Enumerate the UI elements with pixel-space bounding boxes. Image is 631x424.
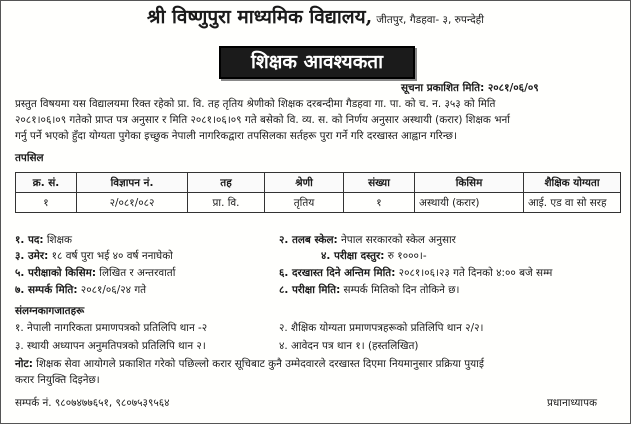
detail-pay-scale (279, 233, 456, 247)
table-cell: अस्थायी (करार) (415, 193, 524, 213)
detail-value: २०८१।०६।२३ गते दिनको ४:०० बजे सम्म (395, 267, 553, 279)
detail-contact-date (15, 283, 146, 297)
vacancy-table (15, 172, 621, 213)
table-cell: आई. एड वा सो सरह (524, 193, 621, 213)
table-cell: २/०८१/०८२ (77, 193, 188, 213)
col-header: शैक्षिक योग्यता (524, 173, 621, 193)
detail-label: ५. परीक्षाको किसिम: (15, 267, 96, 279)
schedule-label: तपसिल (15, 152, 44, 164)
table-header-row (16, 173, 621, 193)
notice-date: सूचना प्रकाशित मिति: २०८१/०६/०९ (401, 82, 539, 94)
detail-label: ३. उमेर: (15, 250, 49, 262)
detail-label: ७. सम्पर्क मिति: (15, 284, 78, 296)
table-cell: तृतिय (265, 193, 344, 213)
col-header: विज्ञापन नं. (77, 173, 188, 193)
detail-exam-type (15, 266, 175, 280)
detail-post (15, 233, 72, 247)
col-header: संख्या (344, 173, 415, 193)
col-header: क्र. सं. (16, 173, 77, 193)
school-address: जीतपुर, गैडहवा- ३, रुपन्देही (376, 14, 484, 26)
table-row (16, 193, 621, 213)
detail-label: ८. परीक्षा मिति: (279, 284, 341, 296)
detail-exam-date (279, 283, 459, 297)
attachment-item: ४. आवेदन पत्र थान १। (हस्तलिखित) (279, 340, 419, 352)
detail-exam-fee (321, 249, 427, 263)
detail-label: ४. परीक्षा दस्तुर: (321, 250, 385, 262)
detail-value: लिखित र अन्तरवार्ता (96, 267, 176, 279)
col-header: तह (188, 173, 265, 193)
detail-value: शिक्षक (43, 234, 73, 246)
detail-value: रु १०००।- (384, 250, 427, 262)
detail-value: नेपाल सरकारको स्केल अनुसार (337, 234, 456, 246)
attachment-item: ३. स्थायी अध्यापन अनुमतिपत्रको प्रतिलिपि थान २। (15, 340, 206, 352)
attachments-label: संलग्नकागजातहरू (15, 305, 85, 317)
attachment-item: २. शैक्षिक योग्यता प्रमाणपत्रहरूको प्रतिलिपि थान २/२। (279, 322, 484, 334)
contact-numbers: सम्पर्क नं. ९८०७४७७६५१, ९८०७५३९५६४ (15, 397, 170, 409)
note-label: नोट: (15, 358, 33, 370)
note-line (15, 357, 484, 371)
detail-label: २. तलब स्केल: (279, 234, 338, 246)
detail-value: २०८१/०६/२४ गते (77, 284, 147, 296)
detail-deadline (279, 266, 552, 280)
detail-value: १८ वर्ष पुरा भई ४० वर्ष ननाघेको (48, 250, 173, 262)
table-cell: प्रा. वि. (188, 193, 265, 213)
note-text: शिक्षक सेवा आयोगले प्रकाशित गरेको पछिल्लो करार सूचिबाट कुनै उम्मेदवारले दरखास्त दिएमा नियमानुसार प्रक्रिया पुयाई (32, 358, 484, 370)
intro-line: गर्नु पर्ने भएको हुँदा योग्यता पुगेका इच्छुक नेपाली नागरिकद्वारा तपसिलका सर्तहरू पुरा गर्ने गरि दरखास्त आह्वान गरिन्छ। (15, 130, 457, 142)
header (1, 3, 630, 29)
detail-label: ६. दरखास्त दिने अन्तिम मिति: (279, 267, 396, 279)
notice-title-banner: शिक्षक आवश्यकता (219, 46, 415, 79)
school-name: श्री विष्णुपुरा माध्यमिक विद्यालय, (147, 6, 373, 28)
col-header: श्रेणी (265, 173, 344, 193)
intro-line: प्रस्तुत विषयमा यस विद्यालयमा रिक्त रहेको प्रा. वि. तह तृतिय श्रेणीको शिक्षक दरबन्दीमा गैडहवा गा. पा. को च. न. ३५३ को मिति (15, 98, 496, 110)
signature-title: प्रधानाध्यापक (547, 397, 597, 409)
detail-label: १. पद: (15, 234, 44, 246)
table-cell: १ (16, 193, 77, 213)
detail-value: सम्पर्क मितिको दिन तोकिने छ। (340, 284, 460, 296)
intro-line: २०८१।०६।०९ गतेको प्राप्त पत्र अनुसार र मिति २०८१।०६।०९ गते बसेको वि. व्य. स. को निर्णय अनुसार अस्थायी (करार) शिक्षक भर्ना (15, 114, 510, 126)
col-header: किसिम (415, 173, 524, 193)
detail-age (15, 249, 173, 263)
note-line-2: करार नियुक्ति दिइनेछ। (15, 374, 100, 386)
attachment-item: १. नेपाली नागरिकता प्रमाणपत्रको प्रतिलिपि थान -२ (15, 322, 208, 334)
table-cell: १ (344, 193, 415, 213)
